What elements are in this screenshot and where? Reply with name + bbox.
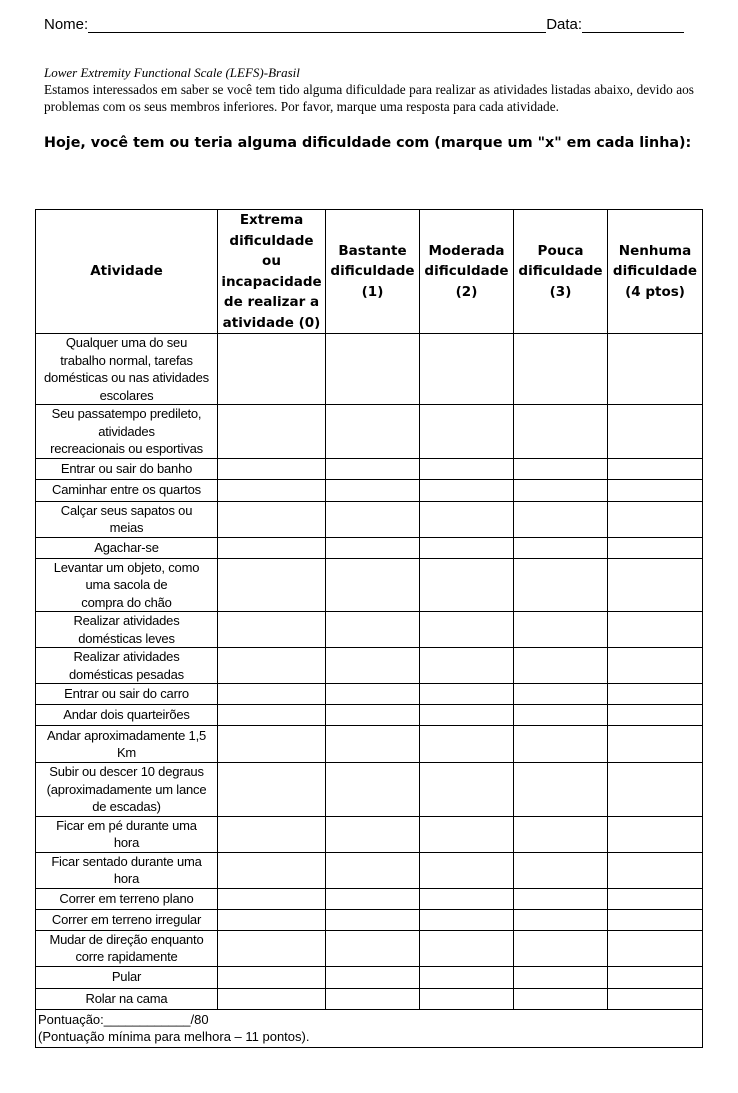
answer-cell-quite-a-bit[interactable] — [326, 684, 420, 705]
answer-cell-little[interactable] — [514, 852, 608, 888]
answer-cell-none[interactable] — [608, 763, 703, 817]
answer-cell-quite-a-bit[interactable] — [326, 705, 420, 726]
answer-cell-extreme[interactable] — [218, 966, 326, 988]
activity-label: Caminhar entre os quartos — [36, 479, 218, 501]
table-row — [36, 648, 703, 684]
answer-cell-none[interactable] — [608, 558, 703, 612]
activity-label: Agachar-se — [36, 537, 218, 558]
answer-cell-quite-a-bit[interactable] — [326, 930, 420, 966]
activity-label: Subir ou descer 10 degraus (aproximadamente um lance de escadas) — [36, 763, 218, 817]
answer-cell-none[interactable] — [608, 888, 703, 909]
answer-cell-extreme[interactable] — [218, 726, 326, 763]
activity-label: Correr em terreno plano — [36, 888, 218, 909]
table-row — [36, 988, 703, 1009]
answer-cell-none[interactable] — [608, 537, 703, 558]
lefs-table — [35, 209, 703, 1048]
date-field[interactable] — [582, 17, 684, 33]
answer-cell-none[interactable] — [608, 816, 703, 852]
activity-label: Correr em terreno irregular — [36, 909, 218, 930]
table-row — [36, 888, 703, 909]
activity-label: Realizar atividades domésticas leves — [36, 612, 218, 648]
answer-cell-extreme[interactable] — [218, 816, 326, 852]
scale-title: Lower Extremity Functional Scale (LEFS)-Brasil — [44, 65, 300, 80]
table-row — [36, 501, 703, 537]
answer-cell-little[interactable] — [514, 705, 608, 726]
answer-cell-extreme[interactable] — [218, 334, 326, 405]
answer-cell-extreme[interactable] — [218, 648, 326, 684]
answer-cell-little[interactable] — [514, 763, 608, 817]
intro-paragraph: Estamos interessados em saber se você tem tido alguma dificuldade para realizar as atividades listadas abaixo, devido aos problemas com os seus membros inferiores. Por favor, marque uma resposta para cada atividade. — [44, 82, 694, 114]
answer-cell-extreme[interactable] — [218, 537, 326, 558]
column-header-quite-a-bit: Bastante dificuldade (1) — [326, 210, 420, 334]
table-row — [36, 930, 703, 966]
activity-label: Entrar ou sair do carro — [36, 684, 218, 705]
answer-cell-moderate[interactable] — [420, 705, 514, 726]
activity-label: Andar aproximadamente 1,5 Km — [36, 726, 218, 763]
answer-cell-none[interactable] — [608, 479, 703, 501]
answer-cell-moderate[interactable] — [420, 684, 514, 705]
answer-cell-extreme[interactable] — [218, 405, 326, 459]
answer-cell-quite-a-bit[interactable] — [326, 501, 420, 537]
answer-cell-moderate[interactable] — [420, 648, 514, 684]
table-row — [36, 458, 703, 479]
answer-cell-little[interactable] — [514, 966, 608, 988]
answer-cell-moderate[interactable] — [420, 726, 514, 763]
answer-cell-moderate[interactable] — [420, 479, 514, 501]
answer-cell-extreme[interactable] — [218, 558, 326, 612]
activity-label: Entrar ou sair do banho — [36, 458, 218, 479]
activity-label: Andar dois quarteirões — [36, 705, 218, 726]
answer-cell-little[interactable] — [514, 909, 608, 930]
answer-cell-extreme[interactable] — [218, 705, 326, 726]
answer-cell-quite-a-bit[interactable] — [326, 537, 420, 558]
table-row — [36, 684, 703, 705]
answer-cell-none[interactable] — [608, 612, 703, 648]
activity-label: Realizar atividades domésticas pesadas — [36, 648, 218, 684]
answer-cell-little[interactable] — [514, 458, 608, 479]
answer-cell-extreme[interactable] — [218, 888, 326, 909]
table-row — [36, 816, 703, 852]
answer-cell-moderate[interactable] — [420, 888, 514, 909]
table-row — [36, 705, 703, 726]
answer-cell-moderate[interactable] — [420, 558, 514, 612]
answer-cell-moderate[interactable] — [420, 852, 514, 888]
answer-cell-moderate[interactable] — [420, 909, 514, 930]
column-header-activity: Atividade — [36, 210, 218, 334]
answer-cell-extreme[interactable] — [218, 684, 326, 705]
answer-cell-extreme[interactable] — [218, 458, 326, 479]
answer-cell-none[interactable] — [608, 726, 703, 763]
answer-cell-moderate[interactable] — [420, 501, 514, 537]
answer-cell-none[interactable] — [608, 930, 703, 966]
answer-cell-quite-a-bit[interactable] — [326, 852, 420, 888]
answer-cell-extreme[interactable] — [218, 909, 326, 930]
answer-cell-quite-a-bit[interactable] — [326, 909, 420, 930]
score-cell — [36, 1009, 703, 1047]
answer-cell-moderate[interactable] — [420, 966, 514, 988]
answer-cell-none[interactable] — [608, 501, 703, 537]
table-row — [36, 537, 703, 558]
answer-cell-none[interactable] — [608, 705, 703, 726]
table-row — [36, 763, 703, 817]
answer-cell-quite-a-bit[interactable] — [326, 966, 420, 988]
answer-cell-quite-a-bit[interactable] — [326, 334, 420, 405]
table-row — [36, 334, 703, 405]
answer-cell-moderate[interactable] — [420, 537, 514, 558]
answer-cell-little[interactable] — [514, 726, 608, 763]
answer-cell-quite-a-bit[interactable] — [326, 612, 420, 648]
answer-cell-none[interactable] — [608, 909, 703, 930]
date-label: Data: — [546, 16, 583, 33]
answer-cell-little[interactable] — [514, 537, 608, 558]
answer-cell-quite-a-bit[interactable] — [326, 888, 420, 909]
activity-label: Pular — [36, 966, 218, 988]
activity-label: Rolar na cama — [36, 988, 218, 1009]
answer-cell-little[interactable] — [514, 648, 608, 684]
activity-label: Levantar um objeto, como uma sacola de compra do chão — [36, 558, 218, 612]
answer-cell-extreme[interactable] — [218, 852, 326, 888]
answer-cell-quite-a-bit[interactable] — [326, 458, 420, 479]
answer-cell-extreme[interactable] — [218, 479, 326, 501]
answer-cell-quite-a-bit[interactable] — [326, 726, 420, 763]
table-row — [36, 909, 703, 930]
table-row — [36, 726, 703, 763]
activity-label: Seu passatempo predileto, atividades recreacionais ou esportivas — [36, 405, 218, 459]
answer-cell-quite-a-bit[interactable] — [326, 816, 420, 852]
answer-cell-quite-a-bit[interactable] — [326, 558, 420, 612]
answer-cell-none[interactable] — [608, 458, 703, 479]
answer-cell-quite-a-bit[interactable] — [326, 763, 420, 817]
answer-cell-little[interactable] — [514, 558, 608, 612]
answer-cell-quite-a-bit[interactable] — [326, 988, 420, 1009]
answer-cell-quite-a-bit[interactable] — [326, 479, 420, 501]
answer-cell-quite-a-bit[interactable] — [326, 405, 420, 459]
table-row — [36, 479, 703, 501]
name-date-line — [44, 9, 688, 33]
answer-cell-little[interactable] — [514, 930, 608, 966]
name-label: Nome: — [44, 16, 89, 33]
score-row — [36, 1009, 703, 1047]
answer-cell-little[interactable] — [514, 988, 608, 1009]
answer-cell-little[interactable] — [514, 501, 608, 537]
answer-cell-moderate[interactable] — [420, 334, 514, 405]
score-note: (Pontuação mínima para melhora – 11 pontos). — [38, 1028, 310, 1044]
answer-cell-extreme[interactable] — [218, 501, 326, 537]
answer-cell-none[interactable] — [608, 684, 703, 705]
answer-cell-moderate[interactable] — [420, 612, 514, 648]
answer-cell-moderate[interactable] — [420, 988, 514, 1009]
table-row — [36, 558, 703, 612]
answer-cell-little[interactable] — [514, 612, 608, 648]
answer-cell-little[interactable] — [514, 684, 608, 705]
answer-cell-extreme[interactable] — [218, 612, 326, 648]
activity-label: Qualquer uma do seu trabalho normal, tarefas domésticas ou nas atividades escolares — [36, 334, 218, 405]
answer-cell-extreme[interactable] — [218, 763, 326, 817]
answer-cell-none[interactable] — [608, 405, 703, 459]
answer-cell-none[interactable] — [608, 648, 703, 684]
answer-cell-quite-a-bit[interactable] — [326, 648, 420, 684]
answer-cell-moderate[interactable] — [420, 930, 514, 966]
answer-cell-little[interactable] — [514, 334, 608, 405]
answer-cell-moderate[interactable] — [420, 405, 514, 459]
header-row — [36, 210, 703, 334]
table-row — [36, 852, 703, 888]
answer-cell-none[interactable] — [608, 988, 703, 1009]
score-label[interactable]: Pontuação:____________/80 — [38, 1011, 209, 1027]
instruction-question: Hoje, você tem ou teria alguma dificuldade com (marque um "x" em cada linha): — [44, 135, 692, 151]
answer-cell-extreme[interactable] — [218, 988, 326, 1009]
answer-cell-none[interactable] — [608, 852, 703, 888]
answer-cell-little[interactable] — [514, 888, 608, 909]
column-header-moderate: Moderada dificuldade (2) — [420, 210, 514, 334]
answer-cell-extreme[interactable] — [218, 930, 326, 966]
answer-cell-little[interactable] — [514, 816, 608, 852]
activity-label: Calçar seus sapatos ou meias — [36, 501, 218, 537]
answer-cell-none[interactable] — [608, 966, 703, 988]
answer-cell-little[interactable] — [514, 479, 608, 501]
answer-cell-none[interactable] — [608, 334, 703, 405]
table-row — [36, 612, 703, 648]
activity-label: Ficar sentado durante uma hora — [36, 852, 218, 888]
answer-cell-moderate[interactable] — [420, 816, 514, 852]
activity-label: Mudar de direção enquanto corre rapidamente — [36, 930, 218, 966]
answer-cell-little[interactable] — [514, 405, 608, 459]
table-row — [36, 405, 703, 459]
name-field[interactable] — [88, 17, 546, 33]
activity-label: Ficar em pé durante uma hora — [36, 816, 218, 852]
answer-cell-moderate[interactable] — [420, 458, 514, 479]
answer-cell-moderate[interactable] — [420, 763, 514, 817]
column-header-little: Pouca dificuldade (3) — [514, 210, 608, 334]
column-header-none: Nenhuma dificuldade (4 ptos) — [608, 210, 703, 334]
table-row — [36, 966, 703, 988]
column-header-extreme: Extrema dificuldade ou incapacidade de realizar a atividade (0) — [218, 210, 326, 334]
